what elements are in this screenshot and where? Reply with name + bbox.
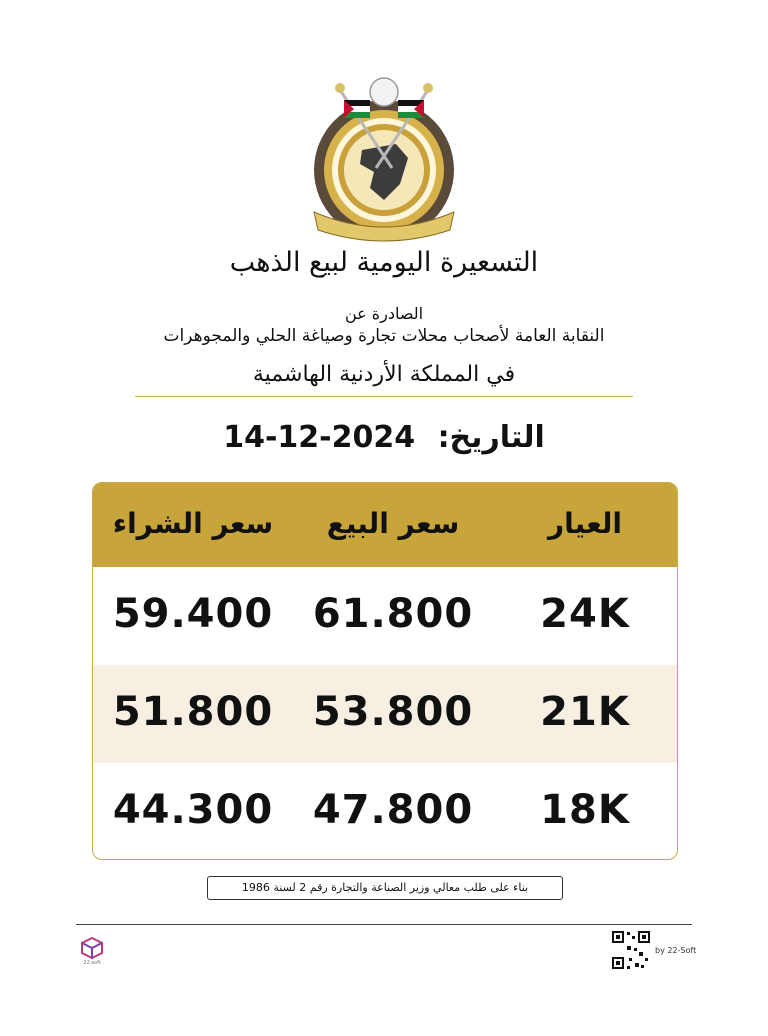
price-table bbox=[92, 482, 678, 860]
header-buy-price: سعر الشراء bbox=[112, 507, 274, 540]
buy-price-cell: 59.400 bbox=[112, 591, 274, 637]
footer-divider bbox=[76, 924, 692, 925]
karat-cell: 18K bbox=[540, 787, 630, 833]
sell-price-cell: 47.800 bbox=[312, 787, 474, 833]
qr-code-icon[interactable] bbox=[611, 930, 651, 970]
table-header bbox=[93, 483, 677, 567]
buy-price-cell: 44.300 bbox=[112, 787, 274, 833]
sell-price-cell: 53.800 bbox=[312, 689, 474, 735]
divider bbox=[135, 396, 633, 397]
union-emblem-logo bbox=[300, 72, 468, 244]
kingdom-text: في المملكة الأردنية الهاشمية bbox=[252, 362, 516, 387]
header-karat: العيار bbox=[548, 507, 622, 540]
issued-by-text: الصادرة عن bbox=[344, 304, 424, 323]
table-row bbox=[93, 763, 677, 860]
footer-credit: by 22-Soft bbox=[655, 946, 697, 955]
table-row bbox=[93, 567, 677, 665]
header-sell-price: سعر البيع bbox=[326, 507, 460, 540]
footer-logo-text: 22-soft bbox=[83, 960, 101, 966]
page-title: التسعيرة اليومية لبيع الذهب bbox=[229, 247, 539, 278]
union-name: النقابة العامة لأصحاب محلات تجارة وصياغة الحلي والمجوهرات bbox=[163, 326, 605, 346]
date-value: 14-12-2024 bbox=[223, 420, 416, 455]
ministerial-note: بناء على طلب معالي وزير الصناعة والتجارة رقم 2 لسنة 1986 bbox=[207, 876, 563, 900]
date-label: التاريخ: bbox=[437, 420, 545, 455]
karat-cell: 24K bbox=[540, 591, 630, 637]
date-line bbox=[0, 420, 768, 455]
karat-cell: 21K bbox=[540, 689, 630, 735]
buy-price-cell: 51.800 bbox=[112, 689, 274, 735]
sell-price-cell: 61.800 bbox=[312, 591, 474, 637]
table-row bbox=[93, 665, 677, 763]
